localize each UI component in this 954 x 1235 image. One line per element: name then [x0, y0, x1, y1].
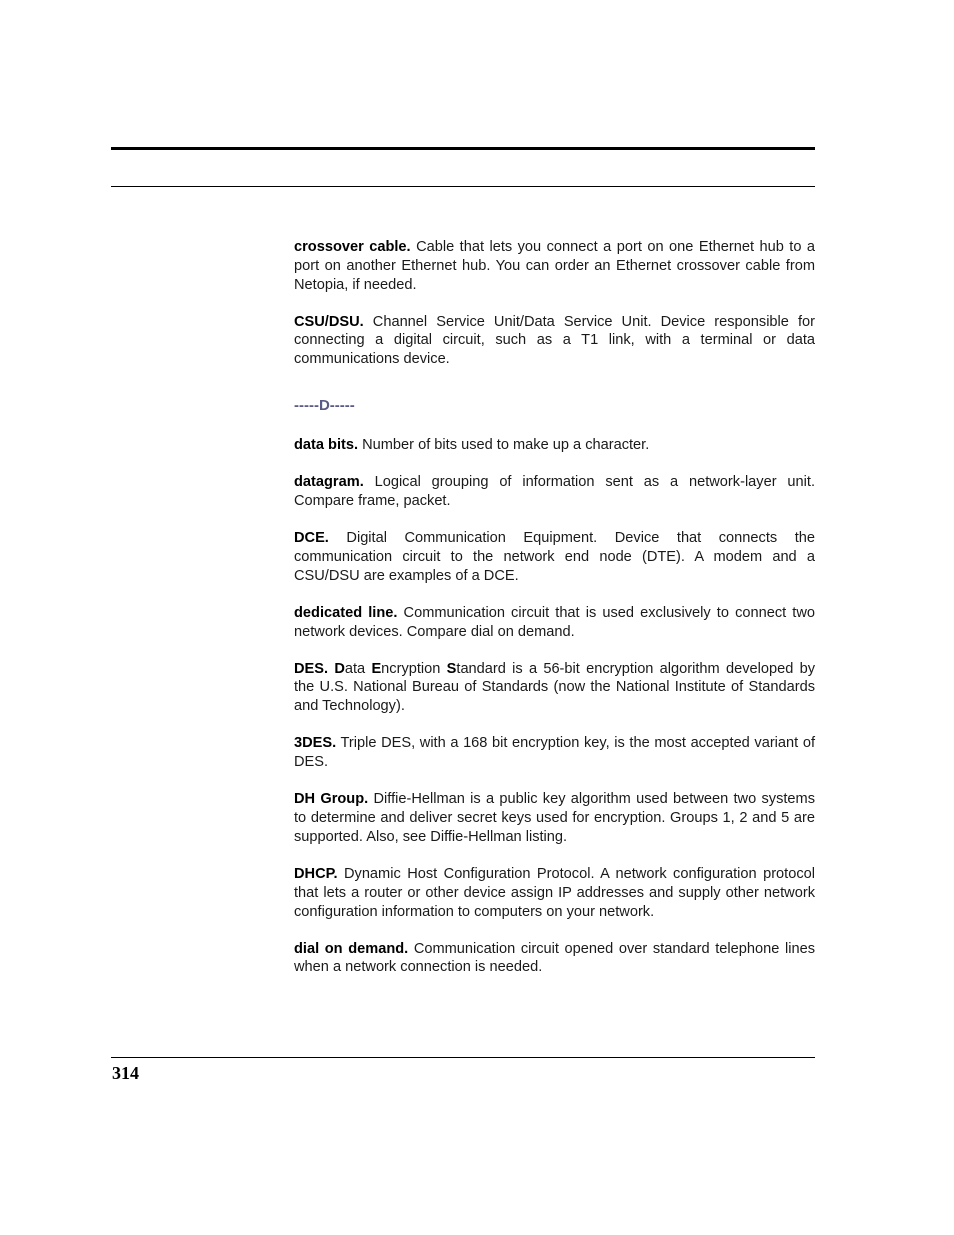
- glossary-definition: Digital Communication Equipment. Device that connects the communication circuit to the network end node (DTE). A modem and a CSU/DSU are examples of a DCE.: [294, 530, 815, 584]
- glossary-term: datagram.: [294, 474, 364, 491]
- glossary-term: dial on demand.: [294, 940, 409, 957]
- glossary-definition: Cable that lets you connect a port on one Ethernet hub to a port on another Ethernet hub. You can order an Ethernet crossover cable from Netopia, if needed.: [294, 239, 816, 293]
- glossary-term: DES.: [294, 660, 329, 677]
- glossary-term: dedicated line.: [294, 604, 398, 621]
- glossary-entry-des: [294, 660, 815, 716]
- glossary-definition: Logical grouping of information sent as a network-layer unit. Compare frame, packet.: [294, 474, 815, 509]
- page-number: 314: [112, 1063, 139, 1083]
- glossary-entry-dh-group: [294, 790, 815, 846]
- glossary-entry-dhcp: [294, 865, 815, 921]
- glossary-entry-dial-on-demand: [294, 940, 815, 978]
- glossary-definition: Diffie-Hellman is a public key algorithm used between two systems to determine and deliver secret keys used for encryption. Groups 1, 2 and 5 are supported. Also, see Diffie-Hellman listing.: [294, 791, 816, 845]
- acronym-text: ata: [344, 660, 372, 677]
- header-rule-thick: [111, 147, 815, 150]
- glossary-term: data bits.: [294, 437, 359, 454]
- glossary-definition: Channel Service Unit/Data Service Unit. Device responsible for connecting a digital circuit, such as a T1 link, with a terminal or data communications device.: [294, 313, 815, 368]
- acronym-letter-e: E: [371, 660, 382, 677]
- glossary-entry-3des: [294, 734, 815, 772]
- glossary-content: [294, 238, 815, 977]
- glossary-definition: Dynamic Host Configuration Protocol. A network configuration protocol that lets a router or other device assign IP addresses and supply other network configuration information to computers on your network.: [294, 865, 815, 920]
- glossary-term: DCE.: [294, 530, 329, 547]
- glossary-entry-dce: [294, 529, 815, 585]
- glossary-entry-data-bits: [294, 436, 815, 455]
- glossary-entry-csu-dsu: [294, 313, 815, 369]
- glossary-definition: Communication circuit opened over standard telephone lines when a network connection is needed.: [294, 940, 815, 976]
- glossary-term: 3DES.: [294, 735, 337, 752]
- glossary-definition: Communication circuit that is used exclusively to connect two network devices. Compare dial on demand.: [294, 604, 815, 640]
- glossary-term: CSU/DSU.: [294, 313, 364, 330]
- glossary-definition: Triple DES, with a 168 bit encryption key, is the most accepted variant of DES.: [294, 735, 815, 771]
- glossary-term: DH Group.: [294, 791, 369, 808]
- glossary-entry-datagram: [294, 473, 815, 511]
- glossary-definition: Number of bits used to make up a character.: [362, 437, 650, 454]
- glossary-entry-dedicated-line: [294, 604, 815, 642]
- acronym-text: ncryption: [381, 660, 447, 677]
- glossary-definition: tandard is a 56-bit encryption algorithm developed by the U.S. National Bureau of Standards (now the National Institute of Standards and Technology).: [294, 660, 815, 715]
- header-rule-thin: [111, 186, 815, 187]
- footer-rule: [111, 1057, 815, 1058]
- glossary-term: crossover cable.: [294, 239, 411, 255]
- acronym-letter-d: D: [334, 660, 345, 677]
- section-heading-d: -----D-----: [294, 397, 355, 415]
- acronym-letter-s: S: [446, 660, 457, 677]
- glossary-term: DHCP.: [294, 865, 338, 882]
- glossary-entry-crossover-cable: [294, 238, 815, 294]
